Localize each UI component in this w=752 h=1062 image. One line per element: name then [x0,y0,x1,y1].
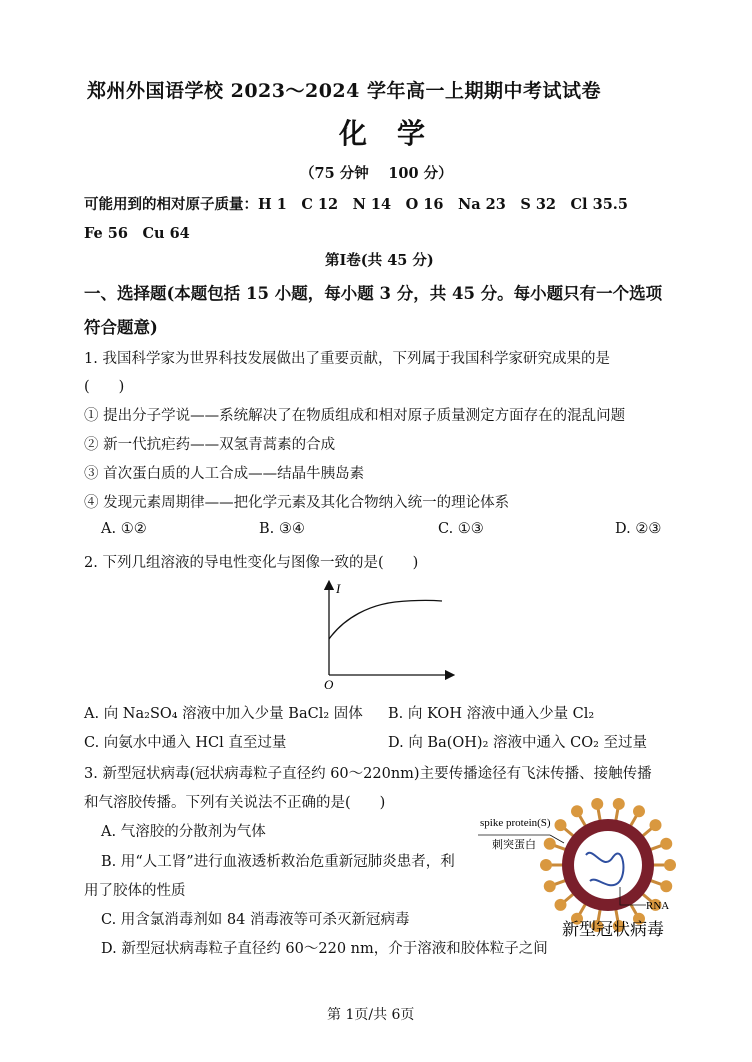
virus-spike-head [540,859,552,871]
figure-caption: 新型冠状病毒 [562,920,664,939]
q3-stem-line-2: 和气溶胶传播。下列有关说法不正确的是( ) [84,795,386,811]
q2-option-a: A. 向 Na₂SO₄ 溶液中加入少量 BaCl₂ 固体 [84,706,363,722]
q2-stem: 2. 下列几组溶液的导电性变化与图像一致的是( ) [84,555,419,571]
q1-option-d: D. ②③ [615,521,662,537]
q1-option-a: A. ①② [101,521,147,537]
coronavirus-figure [478,795,698,945]
duration-score: （75 分钟 100 分） [300,165,453,182]
atomic-masses-line-1: 可能用到的相对原子质量：H 1 C 12 N 14 O 16 Na 23 S 32 Cl 35.5 [84,196,628,213]
exam-title: 郑州外国语学校 2023～2024 学年高一上期期中考试试卷 [87,80,601,102]
label-rna: RNA [646,900,670,912]
virus-spike-head [571,805,583,817]
q1-stem-line-2: ( ) [84,379,125,395]
q3-option-d: D. 新型冠状病毒粒子直径约 60～220 nm，介于溶液和胶体粒子之间 [101,941,548,957]
section-heading-line-1: 一、选择题(本题包括 15 小题，每小题 3 分，共 45 分。每小题只有一个选项 [84,284,663,303]
section-heading-line-2: 符合题意) [84,318,158,337]
graph-y-label: I [336,581,341,596]
q3-option-b-line-2: 用了胶体的性质 [84,883,186,899]
atomic-masses-line-2: Fe 56 Cu 64 [84,225,190,242]
q3-option-a: A. 气溶胶的分散剂为气体 [101,824,266,840]
virus-interior [574,831,642,899]
label-spike-cn: 刺突蛋白 [492,839,536,851]
graph-origin-label: O [324,677,334,692]
q2-option-c: C. 向氨水中通入 HCl 直至过量 [84,735,287,751]
q1-option-c: C. ①③ [438,521,484,537]
subject-title: 化学 [339,117,456,150]
page-number: 第 1页/共 6页 [327,1007,415,1023]
virus-spike-head [660,838,672,850]
q1-item-3: ③ 首次蛋白质的人工合成——结晶牛胰岛素 [84,466,365,482]
virus-spike-head [633,805,645,817]
virus-spike-head [613,798,625,810]
virus-spike-head [664,859,676,871]
q1-option-b: B. ③④ [259,521,305,537]
q2-option-b: B. 向 KOH 溶液中通入少量 Cl₂ [388,706,595,722]
q2-conductivity-graph [300,575,460,695]
q3-option-b-line-1: B. 用“人工肾”进行血液透析救治危重新冠肺炎患者，利 [101,854,455,870]
q2-option-d: D. 向 Ba(OH)₂ 溶液中通入 CO₂ 至过量 [388,735,648,751]
q3-stem-line-1: 3. 新型冠状病毒(冠状病毒粒子直径约 60～220nm)主要传播途径有飞沫传播、接触传播 [84,766,652,782]
graph-curve [329,600,442,639]
part-title: 第Ⅰ卷(共 45 分) [325,252,434,269]
q1-item-1: ① 提出分子学说——系统解决了在物质组成和相对原子质量测定方面存在的混乱问题 [84,408,626,424]
virus-spike-head [660,880,672,892]
virus-spike-head [544,838,556,850]
label-spike-en: spike protein(S) [480,817,551,829]
q1-item-4: ④ 发现元素周期律——把化学元素及其化合物纳入统一的理论体系 [84,495,510,511]
virus-spike-head [591,798,603,810]
q1-stem-line-1: 1. 我国科学家为世界科技发展做出了重要贡献，下列属于我国科学家研究成果的是 [84,351,610,367]
q3-option-c: C. 用含氯消毒剂如 84 消毒液等可杀灭新冠病毒 [101,912,410,928]
virus-spike-head [555,899,567,911]
virus-spike-head [555,819,567,831]
virus-spike-head [649,819,661,831]
virus-spike-head [544,880,556,892]
q1-item-2: ② 新一代抗疟药——双氢青蒿素的合成 [84,437,336,453]
